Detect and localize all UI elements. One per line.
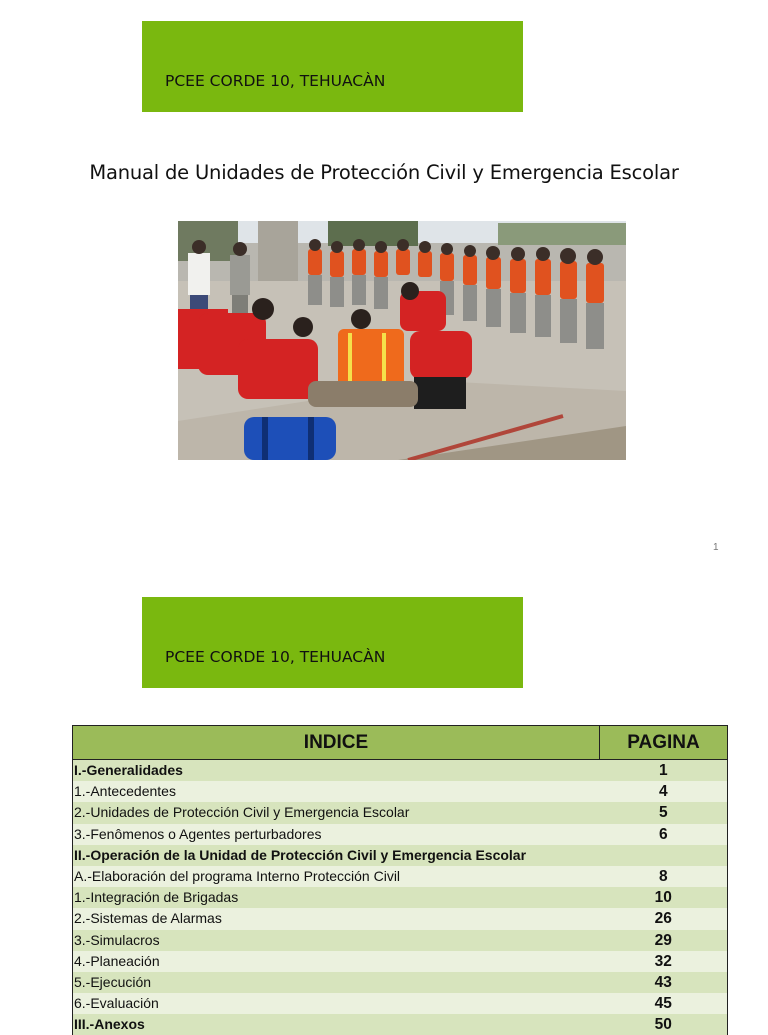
index-entry-label: 6.-Evaluación (73, 993, 600, 1014)
table-row (73, 845, 728, 866)
index-entry-page: 32 (600, 951, 728, 972)
index-entry-page: 8 (600, 866, 728, 887)
table-row (73, 1014, 728, 1035)
banner-bottom-text: PCEE CORDE 10, TEHUACÀN (165, 648, 386, 666)
index-entry-label: 1.-Integración de Brigadas (73, 887, 600, 908)
index-entry-label: 2.-Sistemas de Alarmas (73, 908, 600, 929)
table-row (73, 802, 728, 823)
index-entry-label: 2.-Unidades de Protección Civil y Emergencia Escolar (73, 802, 600, 823)
index-entry-label: I.-Generalidades (73, 760, 600, 782)
index-entry-page: 43 (600, 972, 728, 993)
table-row (73, 951, 728, 972)
table-row (73, 760, 728, 782)
index-entry-label: 4.-Planeación (73, 951, 600, 972)
index-entry-page: 50 (600, 1014, 728, 1035)
header-banner-bottom (142, 597, 523, 688)
index-entry-page (600, 845, 728, 866)
index-header: INDICE (73, 726, 600, 760)
page-header: PAGINA (600, 726, 728, 760)
index-header-row (73, 726, 728, 760)
index-entry-page: 26 (600, 908, 728, 929)
header-banner-top (142, 21, 523, 112)
table-row (73, 993, 728, 1014)
index-entry-page: 1 (600, 760, 728, 782)
table-row (73, 972, 728, 993)
banner-top-text: PCEE CORDE 10, TEHUACÀN (165, 72, 386, 90)
table-row (73, 887, 728, 908)
index-entry-page: 6 (600, 824, 728, 845)
index-entry-page: 10 (600, 887, 728, 908)
index-entry-label: 5.-Ejecución (73, 972, 600, 993)
table-row (73, 866, 728, 887)
index-entry-page: 29 (600, 930, 728, 951)
index-entry-page: 5 (600, 802, 728, 823)
document-title: Manual de Unidades de Protección Civil y Emergencia Escolar (89, 161, 679, 184)
index-entry-page: 45 (600, 993, 728, 1014)
index-entry-label: 1.-Antecedentes (73, 781, 600, 802)
table-row (73, 824, 728, 845)
cover-photo (178, 221, 626, 460)
page-number: 1 (713, 542, 719, 553)
table-row (73, 930, 728, 951)
index-entry-label: A.-Elaboración del programa Interno Protección Civil (73, 866, 600, 887)
index-entry-page: 4 (600, 781, 728, 802)
index-entry-label: 3.-Fenômenos o Agentes perturbadores (73, 824, 600, 845)
index-table (72, 725, 728, 1035)
table-row (73, 781, 728, 802)
table-row (73, 908, 728, 929)
index-entry-label: 3.-Simulacros (73, 930, 600, 951)
index-entry-label: III.-Anexos (73, 1014, 600, 1035)
index-entry-label: II.-Operación de la Unidad de Protección Civil y Emergencia Escolar (73, 845, 600, 866)
